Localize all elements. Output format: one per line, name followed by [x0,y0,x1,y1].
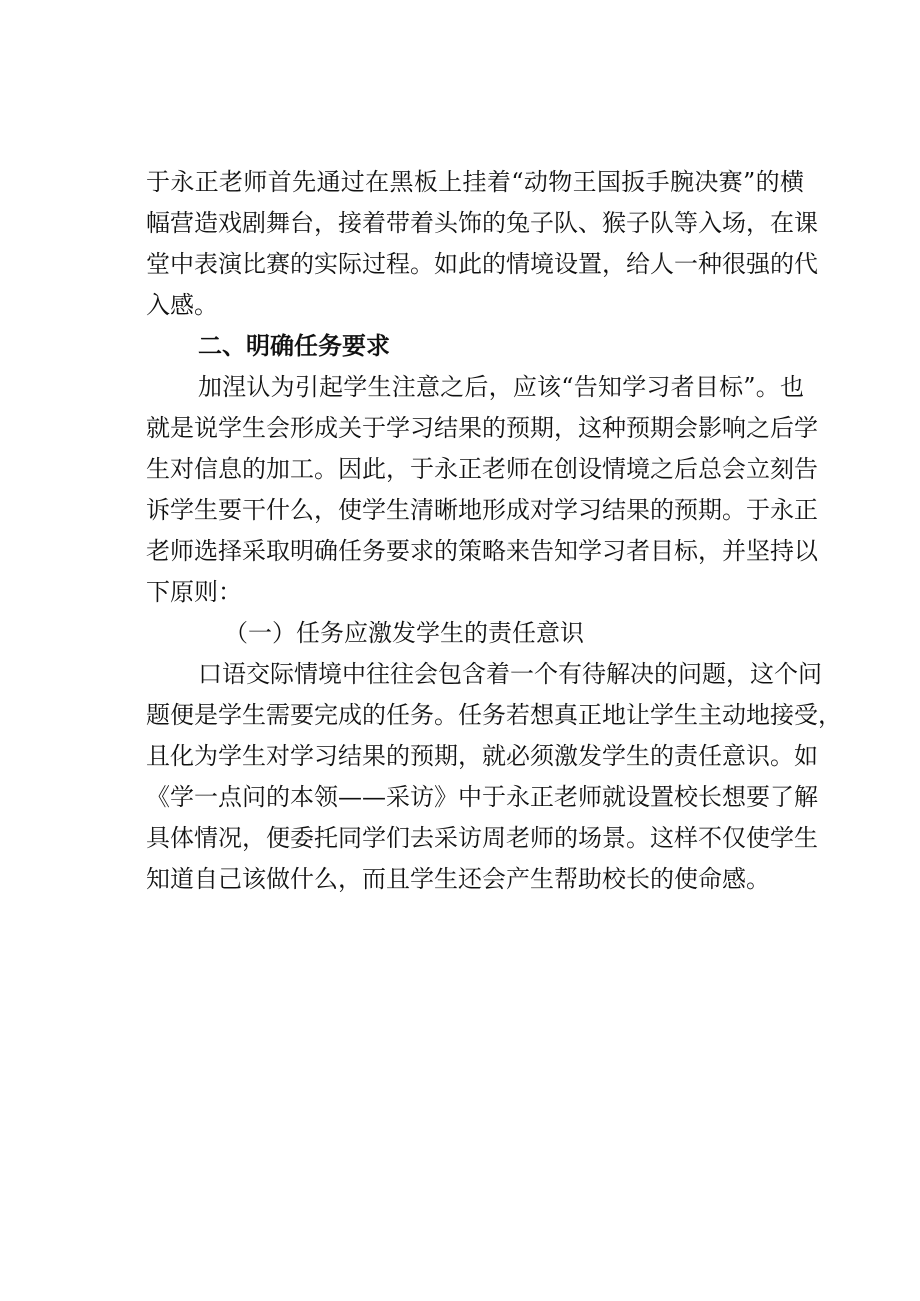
paragraph-line: 口语交际情境中往往会包含着一个有待解决的问题，这个问 [198,660,822,688]
paragraph-line: 老师选择采取明确任务要求的策略来告知学习者目标，并坚持以 [146,537,818,565]
paragraph-line: 知道自己该做什么，而且学生还会产生帮助校长的使命感。 [146,865,770,893]
subsection-heading: （一）任务应激发学生的责任意识 [224,619,584,647]
paragraph-line: 且化为学生对学习结果的预期，就必须激发学生的责任意识。如 [146,742,818,770]
paragraph-line: 题便是学生需要完成的任务。任务若想真正地让学生主动地接受， [146,701,842,729]
paragraph-line: 生对信息的加工。因此，于永正老师在创设情境之后总会立刻告 [146,455,818,483]
paragraph-3 [146,654,842,900]
paragraph-line: 《学一点问的本领——采访》中于永正老师就设置校长想要了解 [146,783,818,811]
paragraph-line: 幅营造戏剧舞台，接着带着头饰的兔子队、猴子队等入场，在课 [146,209,818,237]
paragraph-1 [146,162,818,326]
paragraph-line: 堂中表演比赛的实际过程。如此的情境设置，给人一种很强的代 [146,250,818,278]
paragraph-line: 诉学生要干什么，使学生清晰地形成对学习结果的预期。于永正 [146,496,818,524]
section-heading: 二、明确任务要求 [198,332,390,360]
paragraph-2 [146,367,818,613]
paragraph-line: 于永正老师首先通过在黑板上挂着“动物王国扳手腕决赛”的横 [146,168,804,196]
paragraph-line: 就是说学生会形成关于学习结果的预期，这种预期会影响之后学 [146,414,818,442]
paragraph-line: 入感。 [146,291,218,319]
paragraph-line: 下原则： [146,578,242,606]
paragraph-line: 具体情况，便委托同学们去采访周老师的场景。这样不仅使学生 [146,824,818,852]
paragraph-line: 加涅认为引起学生注意之后，应该“告知学习者目标”。也 [198,373,804,401]
document-body [146,162,842,900]
